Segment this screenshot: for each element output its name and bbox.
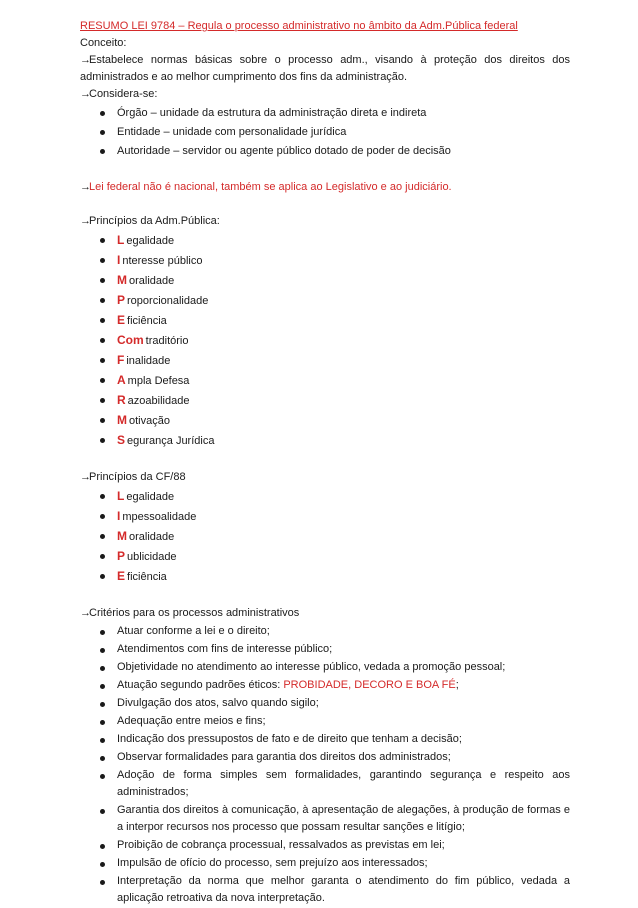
bullet-icon xyxy=(100,318,105,323)
list-item: Garantia dos direitos à comunicação, à apresentação de alegações, à produção de formas e a interpor recursos nos processo que possam resultar sanções e litígio; xyxy=(80,802,570,836)
list-item: Divulgação dos atos, salvo quando sigilo; xyxy=(80,695,570,712)
list-item: Órgão – unidade da estrutura da administração direta e indireta xyxy=(80,105,570,122)
conceito-label: Conceito: xyxy=(80,37,127,49)
bullet-icon xyxy=(100,862,105,867)
list-item: S egurança Jurídica xyxy=(80,432,570,450)
bullet-icon xyxy=(100,720,105,725)
considera-list xyxy=(80,105,570,160)
bullet-icon xyxy=(100,880,105,885)
criterios-list xyxy=(80,623,570,907)
list-item: Proibição de cobrança processual, ressalvados as previstas em lei; xyxy=(80,837,570,854)
list-item: Interpretação da norma que melhor garanta o atendimento do fim público, vedada a aplicação retroativa da nova interpretação. xyxy=(80,873,570,907)
list-item: Adequação entre meios e fins; xyxy=(80,713,570,730)
bullet-icon xyxy=(100,684,105,689)
arrow-icon: → xyxy=(80,471,91,483)
estabelece-line-2: administrados e ao melhor cumprimento dos fins da administração. xyxy=(80,71,408,83)
bullet-icon xyxy=(100,648,105,653)
document-title: RESUMO LEI 9784 – Regula o processo administrativo no âmbito da Adm.Pública federal xyxy=(80,20,518,32)
bullet-icon xyxy=(100,774,105,779)
considera-heading: →Considera-se: xyxy=(80,86,570,103)
document-content xyxy=(80,18,570,908)
bullet-icon xyxy=(100,338,105,343)
bullet-icon xyxy=(100,398,105,403)
criterios-heading: →Critérios para os processos administrativos xyxy=(80,605,570,622)
list-item: M oralidade xyxy=(80,272,570,290)
bullet-icon xyxy=(100,278,105,283)
list-item: Entidade – unidade com personalidade jurídica xyxy=(80,124,570,141)
bullet-icon xyxy=(100,438,105,443)
bullet-icon xyxy=(100,258,105,263)
list-item: R azoabilidade xyxy=(80,392,570,410)
etica-highlight: PROBIDADE, DECORO E BOA FÉ xyxy=(283,679,456,691)
list-item: Atuação segundo padrões éticos: PROBIDADE, DECORO E BOA FÉ; xyxy=(80,677,570,694)
bullet-icon xyxy=(100,844,105,849)
list-item: Indicação dos pressupostos de fato e de direito que tenham a decisão; xyxy=(80,731,570,748)
list-item: Adoção de forma simples sem formalidades, garantindo segurança e respeito aos administrados; xyxy=(80,767,570,801)
bullet-icon xyxy=(100,574,105,579)
list-item: Autoridade – servidor ou agente público dotado de poder de decisão xyxy=(80,143,570,160)
list-item: P roporcionalidade xyxy=(80,292,570,310)
arrow-icon: → xyxy=(80,607,91,619)
bullet-icon xyxy=(100,298,105,303)
principios-cf-heading: →Princípios da CF/88 xyxy=(80,469,570,486)
bullet-icon xyxy=(100,378,105,383)
bullet-icon xyxy=(100,534,105,539)
list-item: L egalidade xyxy=(80,488,570,506)
bullet-icon xyxy=(100,630,105,635)
bullet-icon xyxy=(100,554,105,559)
bullet-icon xyxy=(100,666,105,671)
list-item: Com traditório xyxy=(80,332,570,350)
list-item: E ficiência xyxy=(80,312,570,330)
bullet-icon xyxy=(100,149,105,154)
list-item: P ublicidade xyxy=(80,548,570,566)
bullet-icon xyxy=(100,111,105,116)
list-item: Objetividade no atendimento ao interesse público, vedada a promoção pessoal; xyxy=(80,659,570,676)
arrow-icon: → xyxy=(80,181,91,193)
arrow-icon: → xyxy=(80,88,91,100)
bullet-icon xyxy=(100,809,105,814)
lei-federal-note: →Lei federal não é nacional, também se aplica ao Legislativo e ao judiciário. xyxy=(80,179,570,196)
list-item: L egalidade xyxy=(80,232,570,250)
list-item: A mpla Defesa xyxy=(80,372,570,390)
list-item: Impulsão de ofício do processo, sem prejuízo aos interessados; xyxy=(80,855,570,872)
principios-adm-heading: →Princípios da Adm.Pública: xyxy=(80,213,570,230)
list-item: M otivação xyxy=(80,412,570,430)
arrow-icon: → xyxy=(80,215,91,227)
list-item: Observar formalidades para garantia dos direitos dos administrados; xyxy=(80,749,570,766)
estabelece-line-1: →Estabelece normas básicas sobre o processo adm., visando à proteção dos direitos dos xyxy=(80,52,570,69)
list-item: Atuar conforme a lei e o direito; xyxy=(80,623,570,640)
principios-cf-list xyxy=(80,488,570,586)
bullet-icon xyxy=(100,494,105,499)
list-item: I mpessoalidade xyxy=(80,508,570,526)
bullet-icon xyxy=(100,514,105,519)
bullet-icon xyxy=(100,358,105,363)
bullet-icon xyxy=(100,238,105,243)
bullet-icon xyxy=(100,756,105,761)
list-item: E ficiência xyxy=(80,568,570,586)
bullet-icon xyxy=(100,418,105,423)
list-item: F inalidade xyxy=(80,352,570,370)
bullet-icon xyxy=(100,130,105,135)
list-item: M oralidade xyxy=(80,528,570,546)
bullet-icon xyxy=(100,738,105,743)
list-item: Atendimentos com fins de interesse público; xyxy=(80,641,570,658)
bullet-icon xyxy=(100,702,105,707)
list-item: I nteresse público xyxy=(80,252,570,270)
arrow-icon: → xyxy=(80,54,91,66)
principios-adm-list xyxy=(80,232,570,450)
